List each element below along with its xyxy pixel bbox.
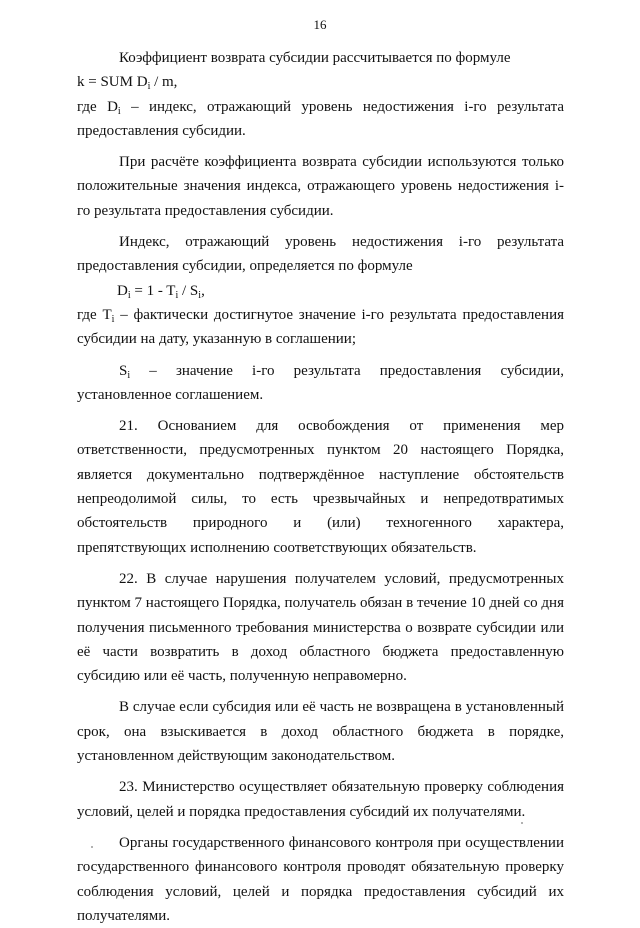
- formula-s-sub: i: [198, 289, 202, 301]
- definition-d-text: – индекс, отражающий уровень недостижения i-го результата предоставления субсидии.: [77, 98, 565, 139]
- paragraph-22: 22. В случае нарушения получателем условий, предусмотренных пунктом 7 настоящего Порядка, получатель обязан в течение 10 дней со дня получения письменного требования министерства о возврате субсидии или её части возвратить в доход областного бюджета предоставленную субсидию или её часть, полученную неправомерно.: [77, 570, 564, 685]
- paragraph-index: Индекс, отражающий уровень недостижения i-го результата предоставления субсидии, определяется по формуле: [77, 234, 564, 275]
- formula-d-slash: / S: [178, 282, 199, 299]
- definition-s-sub: i: [127, 369, 131, 381]
- scan-speck: [91, 846, 93, 848]
- formula-d: [77, 279, 564, 303]
- definition-d-sub: i: [117, 105, 121, 117]
- formula-k-lhs: k = SUM D: [77, 74, 148, 91]
- definition-t-sub: i: [111, 313, 115, 325]
- definition-d: [77, 95, 564, 144]
- formula-intro: Коэффициент возврата субсидии рассчитывается по формуле: [119, 50, 511, 66]
- scan-speck: [521, 822, 523, 824]
- formula-k: [77, 70, 564, 94]
- page-number: 16: [313, 17, 327, 32]
- definition-s-text: – значение i-го результата предоставления субсидии, установленное соглашением.: [77, 362, 564, 403]
- formula-d-symbol: D: [117, 282, 128, 299]
- definition-s-pre: S: [119, 362, 128, 379]
- formula-k-rhs: / m,: [150, 74, 178, 91]
- formula-d-end: ,: [201, 282, 205, 299]
- definition-d-pre: где D: [77, 98, 118, 115]
- formula-d-sub: i: [127, 289, 131, 301]
- paragraph-22-continued: В случае если субсидия или её часть не возвращена в установленный срок, она взыскивается в доход областного бюджета в порядке, установленном действующим законодательством.: [77, 699, 564, 765]
- paragraph-positive-values: При расчёте коэффициента возврата субсидии используются только положительные значения индекса, отражающего уровень недостижения i-го результата предоставления субсидии.: [77, 154, 564, 219]
- paragraph-financial-control: Органы государственного финансового контроля при осуществлении государственного финансового контроля проводят обязательную проверку соблюдения условий, целей и порядка предоставления субсидий их получателями.: [77, 834, 564, 924]
- definition-t: [77, 303, 564, 352]
- definition-t-pre: где T: [77, 306, 112, 323]
- definition-t-text: – фактически достигнутое значение i-го результата предоставления субсидии на дату, указанную в соглашении;: [77, 306, 564, 348]
- formula-t-sub: i: [175, 289, 179, 301]
- paragraph-23: 23. Министерство осуществляет обязательную проверку соблюдения условий, целей и порядка предоставления субсидий их получателями.: [77, 779, 564, 820]
- paragraph-21: 21. Основанием для освобождения от применения мер ответственности, предусмотренных пунктом 20 настоящего Порядка, является документально подтверждённое наступление обстоятельств непреодолимой силы, то есть чрезвычайных и непредотвратимых обстоятельств природного и (или) техногенного характера, препятствующих исполнению соответствующих обязательств.: [77, 418, 564, 556]
- definition-s: [77, 359, 564, 408]
- document-body: [77, 46, 564, 928]
- formula-d-mid: = 1 - T: [130, 282, 176, 299]
- formula-k-sub: i: [147, 81, 151, 93]
